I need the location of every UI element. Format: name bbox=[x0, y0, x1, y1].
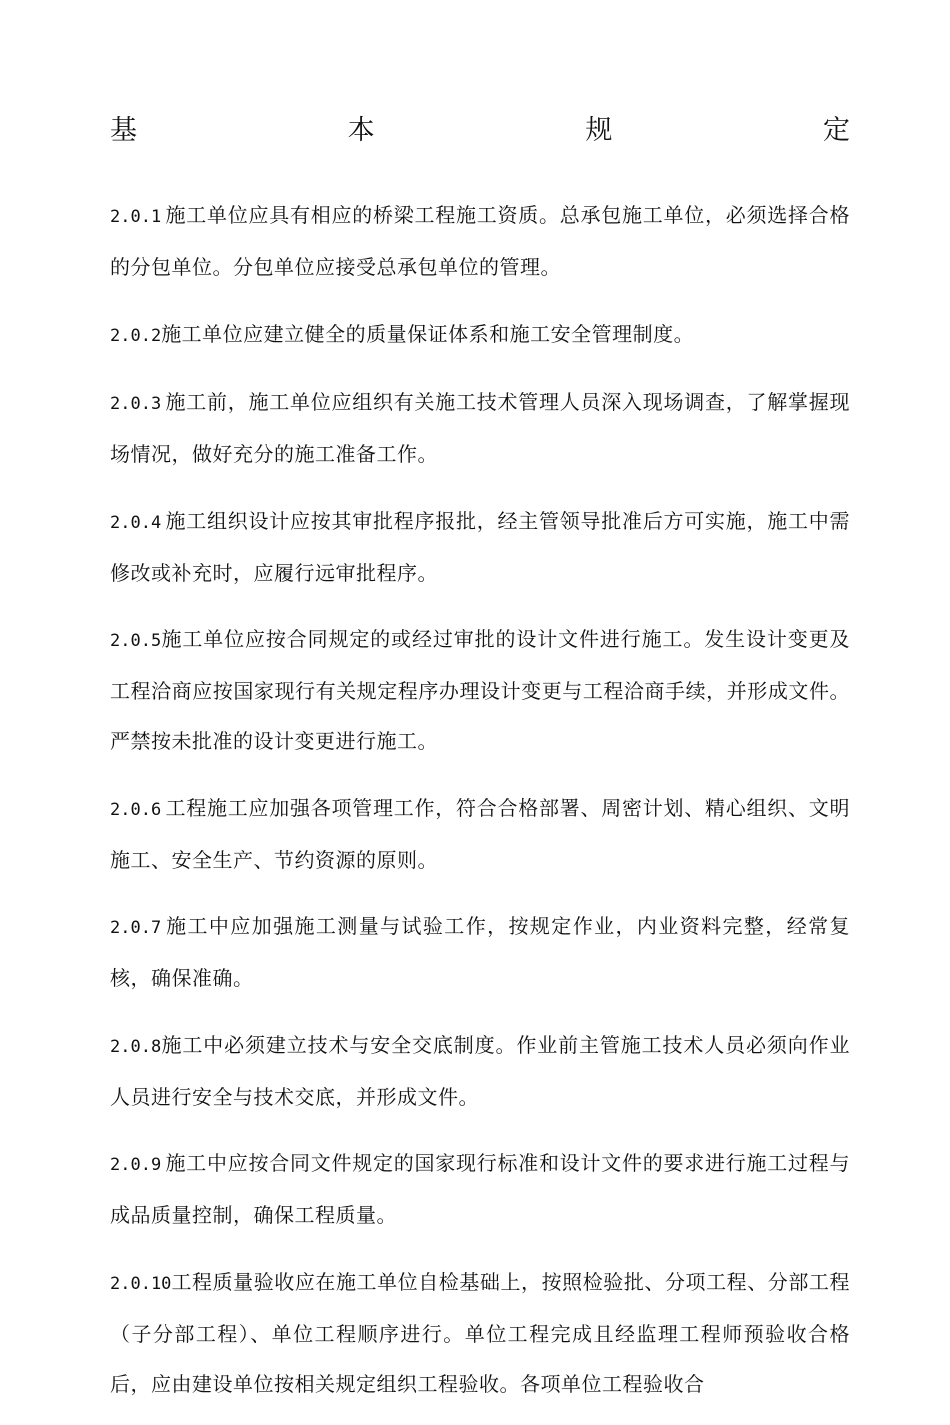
clause-number: 2.0.2 bbox=[110, 325, 162, 346]
title-char: 定 bbox=[822, 115, 850, 146]
clause-text: 施工中必须建立技术与安全交底制度。作业前主管施工技术人员必须向作业人员进行安全与技术交底，并形成文件。 bbox=[110, 1032, 850, 1109]
clause-text: 施工单位应按合同规定的或经过审批的设计文件进行施工。发生设计变更及工程洽商应按国家现行有关规定程序办理设计变更与工程洽商手续，并形成文件。严禁按未批准的设计变更进行施工。 bbox=[110, 627, 850, 753]
document-body bbox=[110, 190, 850, 1425]
clause-text: 施工单位应建立健全的质量保证体系和施工安全管理制度。 bbox=[161, 321, 695, 346]
clause-paragraph bbox=[110, 377, 850, 479]
clause-number: 2.0.10 bbox=[110, 1273, 172, 1294]
clause-paragraph bbox=[110, 901, 850, 1003]
clause-paragraph bbox=[110, 1257, 850, 1409]
clause-number: 2.0.4 bbox=[110, 512, 162, 533]
clause-number: 2.0.9 bbox=[110, 1155, 162, 1175]
clause-text: 施工单位应具有相应的桥梁工程施工资质。总承包施工单位，必须选择合格的分包单位。分包单位应接受总承包单位的管理。 bbox=[110, 203, 850, 279]
clause-number: 2.0.6 bbox=[110, 799, 162, 820]
clause-paragraph bbox=[110, 614, 850, 766]
page-title bbox=[110, 108, 850, 154]
clause-number: 2.0.7 bbox=[110, 918, 162, 938]
title-char: 规 bbox=[585, 115, 613, 146]
clause-text: 施工中应按合同文件规定的国家现行标准和设计文件的要求进行施工过程与成品质量控制，确保工程质量。 bbox=[110, 1151, 850, 1227]
clause-paragraph bbox=[110, 783, 850, 885]
clause-text: 工程施工应加强各项管理工作，符合合格部署、周密计划、精心组织、文明施工、安全生产、节约资源的原则。 bbox=[110, 795, 850, 872]
title-char: 本 bbox=[347, 115, 375, 146]
clause-number: 2.0.3 bbox=[110, 394, 162, 414]
clause-paragraph bbox=[110, 496, 850, 598]
clause-text: 施工前，施工单位应组织有关施工技术管理人员深入现场调查，了解掌握现场情况，做好充分的施工准备工作。 bbox=[110, 390, 850, 466]
clause-number: 2.0.1 bbox=[110, 207, 162, 227]
clause-text: 施工中应加强施工测量与试验工作，按规定作业，内业资料完整，经常复核，确保准确。 bbox=[110, 914, 850, 990]
clause-number: 2.0.5 bbox=[110, 631, 162, 651]
clause-paragraph bbox=[110, 1020, 850, 1122]
clause-text: 工程质量验收应在施工单位自检基础上，按照检验批、分项工程、分部工程（子分部工程）、单位工程顺序进行。单位工程完成且经监理工程师预验收合格后，应由建设单位按相关规定组织工程验收。各项单位工程验收合 bbox=[110, 1269, 850, 1396]
title-char: 基 bbox=[110, 115, 137, 146]
clause-text: 施工组织设计应按其审批程序报批，经主管领导批准后方可实施，施工中需修改或补充时，应履行远审批程序。 bbox=[110, 508, 850, 585]
clause-number: 2.0.8 bbox=[110, 1036, 162, 1057]
clause-paragraph bbox=[110, 190, 850, 292]
clause-paragraph bbox=[110, 309, 850, 361]
clause-paragraph bbox=[110, 1138, 850, 1240]
